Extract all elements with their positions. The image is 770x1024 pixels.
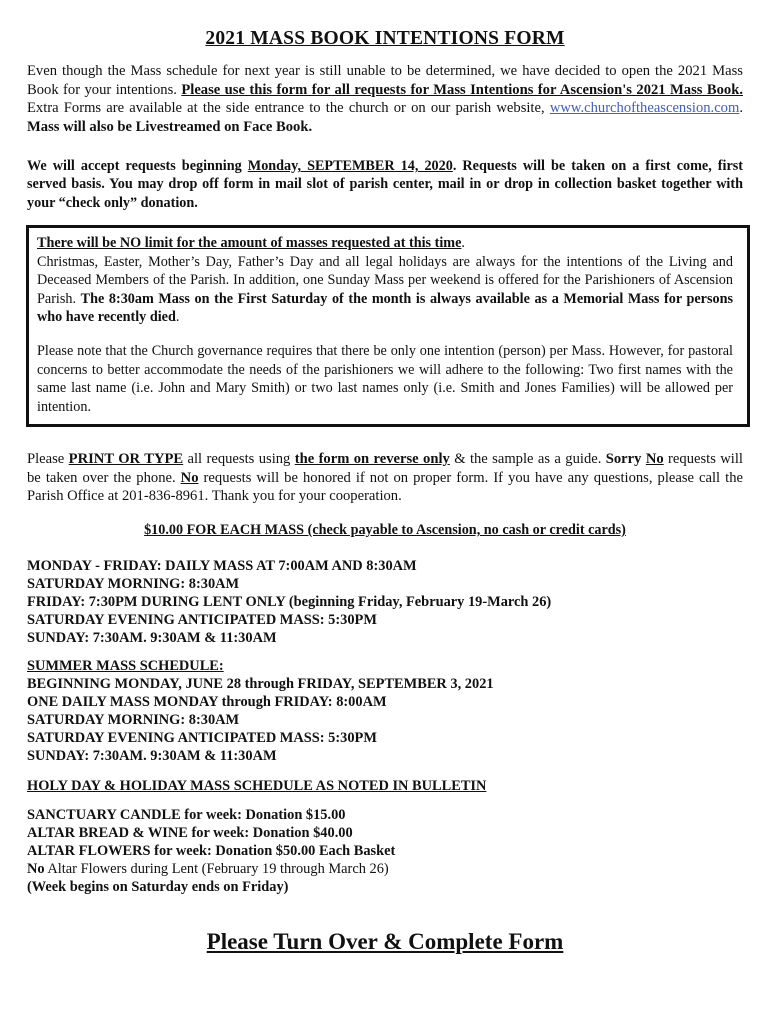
week-note: (Week begins on Saturday ends on Friday) (27, 879, 289, 896)
price-line: $10.00 FOR EACH MASS (check payable to Ascension, no cash or credit cards) (144, 522, 626, 538)
memorial-mass-notice: The 8:30am Mass on the First Saturday of the month is always available as a Memorial Mass for persons who have recently died (37, 290, 734, 326)
livestream-notice: Mass will also be Livestreamed on Face Book. (27, 119, 313, 136)
donation-line: ALTAR FLOWERS for week: Donation $50.00 Each Basket (27, 843, 396, 860)
schedule-line: BEGINNING MONDAY, JUNE 28 through FRIDAY, SEPTEMBER 3, 2021 (27, 676, 494, 693)
schedule-line: ONE DAILY MASS MONDAY through FRIDAY: 8:00AM (27, 694, 387, 711)
summer-heading: SUMMER MASS SCHEDULE: (27, 658, 224, 674)
use-form-notice: Please use this form for all requests for Mass Intentions for Ascension's 2021 Mass Book. (181, 81, 743, 98)
lent-flowers-line: No Altar Flowers during Lent (February 19 through March 26) (27, 861, 389, 878)
schedule-line: SATURDAY EVENING ANTICIPATED MASS: 5:30PM (27, 612, 377, 629)
schedule-line: FRIDAY: 7:30PM DURING LENT ONLY (beginning Friday, February 19-March 26) (27, 594, 552, 611)
schedule-line: SUNDAY: 7:30AM. 9:30AM & 11:30AM (27, 748, 277, 765)
donation-line: ALTAR BREAD & WINE for week: Donation $40.00 (27, 825, 353, 842)
intro-paragraph: Even though the Mass schedule for next year is still unable to be determined, we have decided to open the 2021 Mass Book for your intentions. Please use this form for all requests for Mass Intentions for Ascension's 2021 Mass Book. Extra Forms are available at the side entrance to the church or on our parish website, www.churchoftheascension.com. Mass will also be Livestreamed on Face Book. (27, 63, 743, 136)
requests-paragraph: We will accept requests beginning Monday, SEPTEMBER 14, 2020. Requests will be taken on a first come, first served basis. You may drop off form in mail slot of parish center, mail in or drop in collection basket together with your “check only” donation. (27, 158, 744, 211)
box-paragraph-1: There will be NO limit for the amount of masses requested at this time. Christmas, Easter, Mother’s Day, Father’s Day and all legal holidays are always for the intentions of the Living and Deceased Members of the Parish. In addition, one Sunday Mass per weekend is offered for the Parishioners of Ascension Parish. The 8:30am Mass on the First Saturday of the month is always available as a Memorial Mass for persons who have recently died. (37, 235, 734, 326)
turn-over-footer: Please Turn Over & Complete Form (206, 929, 564, 954)
page-title: 2021 MASS BOOK INTENTIONS FORM (205, 28, 565, 49)
schedule-line: SUNDAY: 7:30AM. 9:30AM & 11:30AM (27, 630, 277, 647)
notice-box (26, 225, 750, 427)
donation-line: SANCTUARY CANDLE for week: Donation $15.00 (27, 807, 346, 823)
summer-schedule (27, 657, 743, 766)
instructions-paragraph: Please PRINT OR TYPE all requests using the form on reverse only & the sample as a guide. Sorry No requests will be taken over the phone. No requests will be honored if not on proper form. If you have any questions, please call the Parish Office at 201-836-8961. Thank you for your cooperation. (27, 451, 743, 505)
schedule-line: SATURDAY MORNING: 8:30AM (27, 712, 240, 729)
no-limit-notice: There will be NO limit for the amount of masses requested at this time (37, 235, 462, 251)
holy-day-notice: HOLY DAY & HOLIDAY MASS SCHEDULE AS NOTED IN BULLETIN (27, 778, 487, 794)
schedule-line: MONDAY - FRIDAY: DAILY MASS AT 7:00AM AND 8:30AM (27, 558, 417, 574)
start-date: Monday, SEPTEMBER 14, 2020 (247, 158, 453, 174)
mass-schedule (27, 557, 743, 647)
donations-list (27, 806, 743, 896)
schedule-line: SATURDAY MORNING: 8:30AM (27, 576, 240, 593)
schedule-line: SATURDAY EVENING ANTICIPATED MASS: 5:30PM (27, 730, 377, 747)
box-paragraph-2: Please note that the Church governance requires that there be only one intention (person) per Mass. However, for pastoral concerns to better accommodate the needs of the parishioners we will adhere to the following: Two first names with the same last name (i.e. John and Mary Smith) or two last names only (i.e. Smith and Jones Families) will be allowed per intention. (37, 343, 733, 415)
parish-website-link[interactable]: www.churchoftheascension.com (549, 100, 740, 117)
